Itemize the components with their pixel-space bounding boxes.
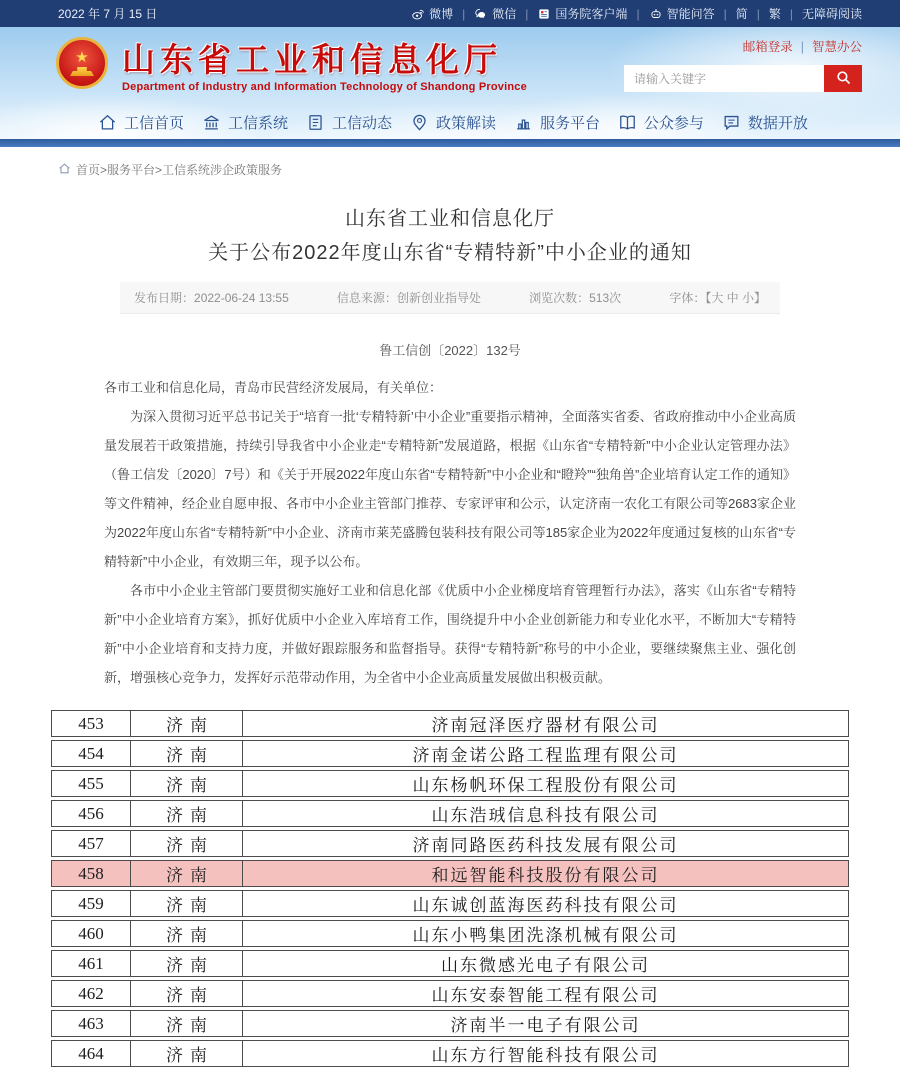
- emblem-gate-icon: [70, 67, 94, 76]
- row-number: 462: [78, 983, 104, 1003]
- row-company: 山东诚创蓝海医药科技有限公司: [242, 891, 848, 916]
- row-number: 458: [78, 863, 104, 883]
- separator: |: [756, 6, 760, 21]
- smart-office-link[interactable]: 智慧办公: [811, 40, 862, 54]
- row-company: 山东微感光电子有限公司: [242, 951, 848, 976]
- row-number: 455: [78, 773, 104, 793]
- row-number: 459: [78, 893, 104, 913]
- breadcrumb: [0, 147, 900, 178]
- row-city: 济南: [130, 1011, 242, 1036]
- topbar-links: [411, 5, 862, 22]
- separator: |: [723, 6, 727, 21]
- salutation: 各市工业和信息化局，青岛市民营经济发展局，有关单位：: [104, 380, 443, 395]
- table-row: [51, 1010, 849, 1037]
- nav-item-system[interactable]: 工信系统: [202, 112, 288, 133]
- article-meta-bar: [120, 282, 780, 314]
- row-number: 453: [78, 713, 104, 733]
- row-city: 济南: [130, 741, 242, 766]
- book-icon: [618, 113, 637, 132]
- topbar: [0, 0, 900, 27]
- company-table: [51, 710, 849, 1067]
- breadcrumb-path[interactable]: 首页>服务平台>工信系统涉企政策服务: [76, 163, 283, 177]
- publish-date: 发布日期：2022-06-24 13:55: [134, 291, 289, 305]
- table-row: [51, 1040, 849, 1067]
- table-row: [51, 920, 849, 947]
- table-row-highlighted: [51, 860, 849, 887]
- row-city: 济南: [130, 891, 242, 916]
- info-source: 信息来源：创新创业指导处: [336, 291, 481, 305]
- article-title: [0, 202, 900, 270]
- table-row: [51, 830, 849, 857]
- table-row: [51, 770, 849, 797]
- smart-qa-link[interactable]: 智能问答: [649, 5, 715, 22]
- row-company: 济南半一电子有限公司: [242, 1011, 848, 1036]
- emblem-circle: [56, 37, 108, 89]
- row-number: 464: [78, 1043, 104, 1063]
- nav-item-public-participation[interactable]: 公众参与: [618, 112, 704, 133]
- document-number: 鲁工信创〔2022〕132号: [379, 343, 521, 358]
- policy-pin-icon: [410, 113, 429, 132]
- table-row: [51, 800, 849, 827]
- row-company: 济南同路医药科技发展有限公司: [242, 831, 848, 856]
- search-button[interactable]: [824, 65, 862, 92]
- row-city: 济南: [130, 801, 242, 826]
- row-city: 济南: [130, 711, 242, 736]
- row-city: 济南: [130, 921, 242, 946]
- traditional-chinese-link[interactable]: 繁: [768, 7, 781, 21]
- nav-item-policy[interactable]: 政策解读: [410, 112, 496, 133]
- main-nav: [0, 105, 900, 139]
- bank-icon: [202, 113, 221, 132]
- search-input[interactable]: [624, 65, 824, 92]
- site-title: 山东省工业和信息化厅: [122, 41, 502, 78]
- row-company: 山东安泰智能工程有限公司: [242, 981, 848, 1006]
- article-title-line2: 关于公布2022年度山东省“专精特新”中小企业的通知: [208, 242, 692, 264]
- row-company: 山东小鸭集团洗涤机械有限公司: [242, 921, 848, 946]
- paragraph: 为深入贯彻习近平总书记关于“培育一批‘专精特新’中小企业”重要指示精神，全面落实省委、省政府推动中小企业高质量发展若干政策措施，持续引导我省中小企业走“专精特新”发展道路，根据《山东省“专精特新”中小企业认定管理办法》（鲁工信发〔2020〕7号）和《关于开展2022年度山东省“专精特新”中小企业和“瞪羚”“独角兽”企业培育认定工作的通知》等文件精神，经企业自愿申报、各市中小企业主管部门推荐、专家评审和公示，认定济南一农化工有限公司等2683家企业为2022年度山东省“专精特新”中小企业、济南市莱芜盛腾包装科技有限公司等185家企业为2022年度通过复核的山东省“专精特新”中小企业，有效期三年，现予以公布。: [104, 409, 796, 569]
- wechat-icon: [474, 7, 488, 21]
- nav-item-service-platform[interactable]: 服务平台: [514, 112, 600, 133]
- row-number: 454: [78, 743, 104, 763]
- row-company: 山东浩珬信息科技有限公司: [242, 801, 848, 826]
- row-company: 济南冠泽医疗器材有限公司: [242, 711, 848, 736]
- row-number: 460: [78, 923, 104, 943]
- chart-icon: [514, 113, 533, 132]
- gov-client-link[interactable]: 国务院客户端: [537, 5, 627, 22]
- weibo-link[interactable]: 微博: [411, 5, 453, 22]
- comment-icon: [722, 113, 741, 132]
- row-city: 济南: [130, 831, 242, 856]
- row-city: 济南: [130, 861, 242, 886]
- row-city: 济南: [130, 1041, 242, 1066]
- row-number: 457: [78, 833, 104, 853]
- header-divider-bar: [0, 139, 900, 147]
- row-city: 济南: [130, 981, 242, 1006]
- news-icon: [306, 113, 325, 132]
- weibo-icon: [411, 7, 425, 21]
- row-company: 济南金诺公路工程监理有限公司: [242, 741, 848, 766]
- table-row: [51, 710, 849, 737]
- national-emblem: [56, 37, 110, 95]
- view-count: 浏览次数：513次: [529, 291, 622, 305]
- header-right: [624, 37, 862, 92]
- search-bar: [624, 65, 862, 92]
- search-icon: [835, 69, 852, 89]
- separator: |: [462, 6, 466, 21]
- simplified-chinese-link[interactable]: 简: [735, 7, 748, 21]
- nav-item-news[interactable]: 工信动态: [306, 112, 392, 133]
- separator: |: [800, 40, 804, 54]
- emblem-star-icon: ★: [75, 49, 89, 66]
- row-number: 456: [78, 803, 104, 823]
- separator: |: [636, 6, 640, 21]
- header-main: [0, 27, 900, 105]
- mail-login-link[interactable]: 邮箱登录: [742, 40, 793, 54]
- table-row: [51, 890, 849, 917]
- document-body: [104, 336, 796, 692]
- row-company: 和远智能科技股份有限公司: [242, 861, 848, 886]
- row-company: 山东杨帆环保工程股份有限公司: [242, 771, 848, 796]
- row-city: 济南: [130, 951, 242, 976]
- gov-client-icon: [537, 7, 551, 21]
- nav-item-open-data[interactable]: 数据开放: [722, 112, 808, 133]
- separator: |: [789, 6, 793, 21]
- breadcrumb-home-icon: [58, 162, 71, 178]
- quick-links: [624, 37, 862, 55]
- wechat-link[interactable]: 微信: [474, 5, 516, 22]
- separator: |: [525, 6, 529, 21]
- row-number: 463: [78, 1013, 104, 1033]
- row-company: 山东方行智能科技有限公司: [242, 1041, 848, 1066]
- paragraph: 各市中小企业主管部门要贯彻实施好工业和信息化部《优质中小企业梯度培育管理暂行办法》，落实《山东省“专精特新”中小企业培育方案》，抓好优质中小企业入库培育工作，围绕提升中小企业创新能力和专业化水平，不断加大“专精特新”中小企业培育和支持力度，并做好跟踪服务和监督指导。获得“专精特新”称号的中小企业，要继续聚焦主业、强化创新，增强核心竞争力，发挥好示范带动作用，为全省中小企业高质量发展做出积极贡献。: [104, 583, 796, 685]
- site-titles: [122, 37, 527, 93]
- row-city: 济南: [130, 771, 242, 796]
- row-number: 461: [78, 953, 104, 973]
- site-header: [0, 27, 900, 139]
- table-row: [51, 950, 849, 977]
- home-icon: [98, 113, 117, 132]
- nav-item-home[interactable]: 工信首页: [98, 112, 184, 133]
- font-size-switcher[interactable]: 字体：【大 中 小】: [669, 291, 766, 305]
- robot-icon: [649, 7, 663, 21]
- table-row: [51, 980, 849, 1007]
- table-row: [51, 740, 849, 767]
- topbar-date: 2022 年 7 月 15 日: [58, 7, 158, 21]
- article-title-line1: 山东省工业和信息化厅: [345, 208, 555, 230]
- accessibility-link[interactable]: 无障碍阅读: [801, 7, 862, 21]
- site-subtitle: Department of Industry and Information Technology of Shandong Province: [122, 81, 527, 94]
